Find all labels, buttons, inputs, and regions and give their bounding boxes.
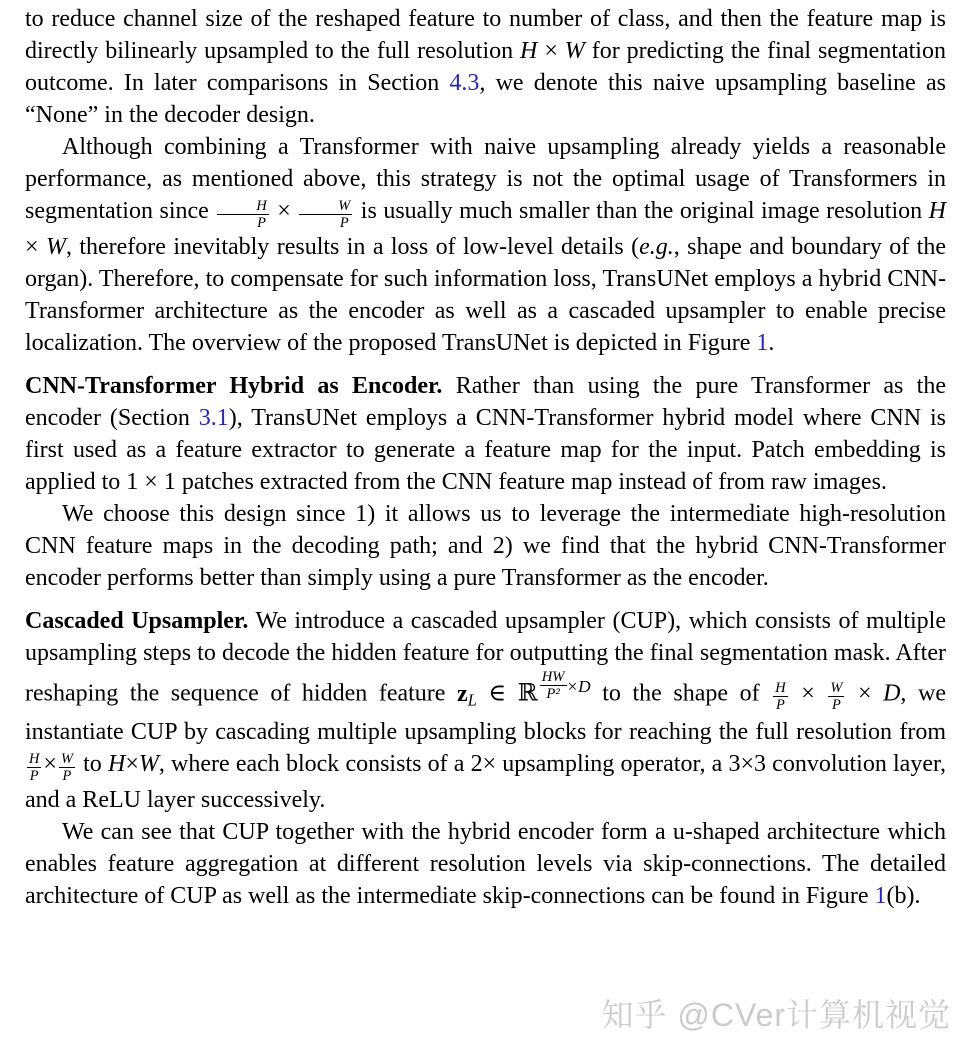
- text-run: ×: [125, 751, 139, 778]
- math-variable: H: [928, 198, 947, 224]
- text-run: ×: [537, 38, 565, 64]
- section-paragraph: [25, 370, 946, 498]
- text-run: , shape and boundary of the organ). Therefore, to compensate for such information loss, TransUNet employs a hybrid CNN-Transformer architecture as the encoder as well as a cascaded upsampler to enable precise localization. The overview of the proposed TransUNet is depicted in Figure: [25, 234, 946, 357]
- bold-run: CNN-Transformer Hybrid as Encoder.: [25, 373, 443, 400]
- text-run: , therefore inevitably results in a loss of low-level details (: [65, 234, 640, 261]
- figure-1b-link[interactable]: 1: [874, 883, 887, 910]
- text-run: , where each block consists of a 2× upsampling operator, a 3×3 convolution layer, and a ReLU layer successively.: [25, 751, 947, 814]
- math-variable: H: [520, 38, 538, 64]
- math-superscript: $\frac{HW}{\text{P²}}$ ×D: [541, 669, 591, 703]
- text-run: (b).: [886, 883, 921, 910]
- math-fraction: $\frac{H}{P}$: [217, 198, 268, 231]
- text-run: We choose this design since 1) it allows us to leverage the intermediate high-resolution CNN feature maps in the decoding path; and 2) we find that the hybrid CNN-Transformer encoder performs better than simply using a pure Transformer as the encoder.: [25, 501, 946, 592]
- math-variable: D: [883, 680, 901, 707]
- text-run: for predicting the final segmentation outcome. In later comparisons in Section: [25, 38, 946, 96]
- text-run: to: [76, 751, 108, 778]
- math-fraction: $\frac{HW}{\text{P²}}$: [541, 669, 565, 703]
- paragraph: [25, 816, 946, 912]
- figure-1-link[interactable]: 1: [756, 330, 769, 357]
- math-fraction: $\frac{W}{P}$: [60, 750, 73, 784]
- math-variable: W: [138, 751, 159, 778]
- math-fraction: $\frac{W}{P}$: [299, 198, 352, 231]
- section-paragraph: [25, 605, 946, 816]
- text-run: We can see that CUP together with the hybrid encoder form a u-shaped architecture which enables feature aggregation at different resolution levels via skip-connections. The detailed architecture of CUP as well as the intermediate skip-connections can be found in Figure: [25, 819, 946, 910]
- math-fraction: $\frac{H}{P}$: [775, 680, 786, 714]
- math-fraction: $\frac{W}{P}$: [830, 680, 843, 714]
- text-run: , we denote this naive upsampling baseline as “None” in the decoder design.: [25, 70, 946, 128]
- text-run: is usually much smaller than the original image resolution: [354, 198, 929, 224]
- italic-run: e.g.: [639, 234, 674, 261]
- text-run: .: [768, 330, 775, 357]
- paragraph: [25, 498, 946, 594]
- text-run: ), TransUNet employs a CNN-Transformer hybrid model where CNN is first used as a feature extractor to generate a feature map for the input. Patch embedding is applied to 1 × 1 patches extracted from the CNN feature map instead of from raw images.: [25, 405, 947, 496]
- math-variable: W: [564, 38, 585, 64]
- section-3-1-link[interactable]: 3.1: [198, 405, 229, 432]
- paragraph: [25, 131, 946, 359]
- bold-run: Cascaded Upsampler.: [25, 608, 249, 635]
- text-run: ×: [25, 234, 46, 261]
- math-fraction: $\frac{H}{P}$: [29, 750, 40, 784]
- text-run: ∈ ℝ: [476, 680, 538, 707]
- math-variable: W: [45, 234, 66, 261]
- text-run: , we instantiate CUP by cascading multiple upsampling blocks for reaching the full resolution from: [25, 680, 946, 746]
- watermark: 知乎 @CVer计算机视觉: [601, 997, 951, 1033]
- text-run: ×: [846, 680, 884, 707]
- text-run: ×: [270, 198, 298, 224]
- paragraph: [25, 3, 946, 131]
- text-run: Rather than using the pure Transformer as the encoder (Section: [25, 373, 946, 432]
- text-run: to the shape of: [590, 680, 772, 707]
- text-run: to reduce channel size of the reshaped feature to number of class, and then the feature map is directly bilinearly upsampled to the full resolution: [25, 6, 946, 64]
- math-variable: H: [107, 751, 126, 778]
- text-run: ×: [43, 751, 57, 778]
- section-4-3-link[interactable]: 4.3: [449, 70, 480, 96]
- text-run: We introduce a cascaded upsampler (CUP), which consists of multiple upsampling steps to decode the hidden feature for outputting the final segmentation mask. After reshaping the sequence of hidden feature: [25, 608, 946, 707]
- text-run: Although combining a Transformer with naive upsampling already yields a reasonable performance, as mentioned above, this strategy is not the optimal usage of Transformers in segmentation since: [25, 134, 946, 224]
- text-run: ×: [789, 680, 827, 707]
- math-bold-subscript: zL: [457, 680, 477, 710]
